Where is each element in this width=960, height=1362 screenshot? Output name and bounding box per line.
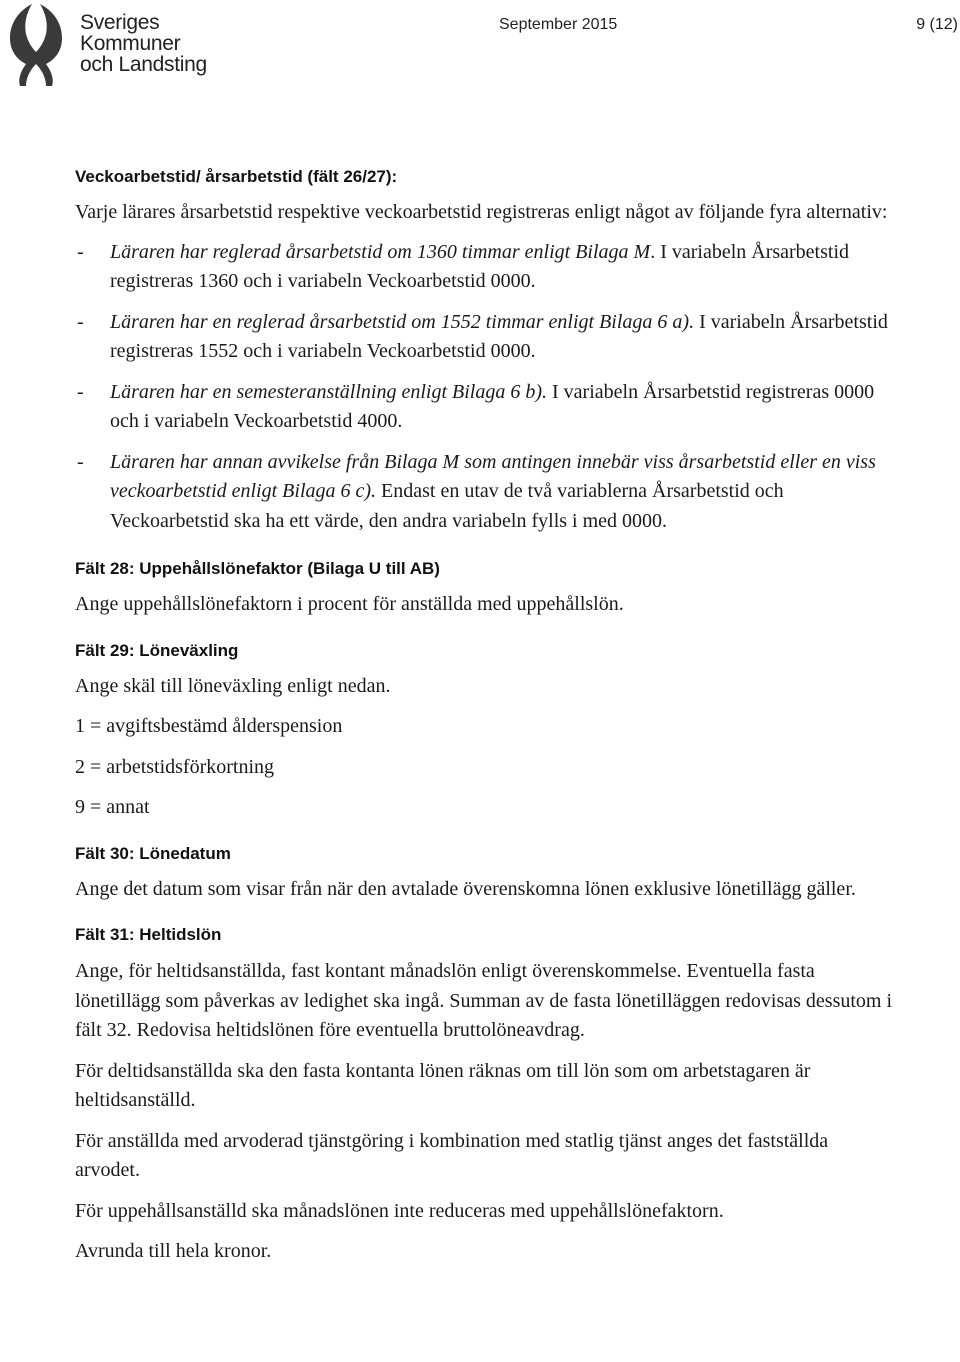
- document-body: [75, 166, 895, 1267]
- paragraph: Ange, för heltidsanställda, fast kontant månadslön enligt överenskommelse. Eventuella fasta lönetillägg som påverkas av ledighet ska ingå. Summan av de fasta lönetilläggen redovisas dessutom i fält 32. Redovisa heltidslönen före eventuella bruttolöneavdrag.: [75, 960, 893, 1041]
- paragraph: För uppehållsanställd ska månadslönen inte reduceras med uppehållslönefaktorn.: [75, 1199, 724, 1222]
- section-heading-falt-31: Fält 31: Heltidslön: [75, 925, 222, 944]
- section-heading-falt-28: Fält 28: Uppehållslönefaktor (Bilaga U till AB): [75, 559, 440, 578]
- sveriges-kommuner-och-landsting-logo: [2, 2, 222, 92]
- logo-emblem-icon: [2, 2, 72, 88]
- list-item: - Läraren har annan avvikelse från Bilaga M som antingen innebär viss årsarbetstid eller en viss veckoarbetstid enligt Bilaga 6 c). Endast en utav de två variablerna Årsarbetstid och Veckoarbetstid ska ha ett värde, den andra variabeln fylls i med 0000.: [77, 450, 876, 532]
- logo-wordmark: Sveriges Kommuner och Landsting: [80, 11, 207, 76]
- alternatives-list: [75, 238, 895, 537]
- paragraph: Avrunda till hela kronor.: [75, 1240, 272, 1262]
- section-text: Ange det datum som visar från när den avtalade överenskomna lönen exklusive lönetillägg gäller.: [75, 877, 856, 900]
- section-intro: Varje lärares årsarbetstid respektive veckoarbetstid registreras enligt något av följande fyra alternativ:: [75, 201, 888, 223]
- header-page-number: 9 (12): [916, 16, 958, 33]
- section-text: Ange uppehållslönefaktorn i procent för anställda med uppehållslön.: [75, 593, 624, 615]
- list-item: - Läraren har en reglerad årsarbetstid om 1552 timmar enligt Bilaga 6 a). I variabeln Årsarbetstid registreras 1552 och i variabeln Veckoarbetstid 0000.: [77, 310, 888, 362]
- header-date: September 2015: [499, 16, 618, 33]
- code-line: 2 = arbetstidsförkortning: [75, 755, 275, 778]
- section-heading-falt-30: Fält 30: Lönedatum: [75, 843, 231, 863]
- list-item: - Läraren har en semesteranställning enligt Bilaga 6 b). I variabeln Årsarbetstid registreras 0000 och i variabeln Veckoarbetstid 4000.: [77, 380, 875, 432]
- section-heading-falt-29: Fält 29: Löneväxling: [75, 640, 239, 660]
- paragraph: För deltidsanställda ska den fasta kontanta lönen räknas om till lön som om arbetstagaren är heltidsanställd.: [75, 1059, 811, 1111]
- section-text: Ange skäl till löneväxling enligt nedan.: [75, 674, 391, 697]
- list-item: - Läraren har reglerad årsarbetstid om 1360 timmar enligt Bilaga M. I variabeln Årsarbetstid registreras 1360 och i variabeln Veckoarbetstid 0000.: [77, 240, 850, 292]
- section-heading-arbetstid: Veckoarbetstid/ årsarbetstid (fält 26/27):: [75, 167, 398, 186]
- code-line: 9 = annat: [75, 796, 150, 818]
- code-line: 1 = avgiftsbestämd ålderspension: [75, 715, 343, 737]
- paragraph: För anställda med arvoderad tjänstgöring i kombination med statlig tjänst anges det fastställda arvodet.: [75, 1129, 829, 1181]
